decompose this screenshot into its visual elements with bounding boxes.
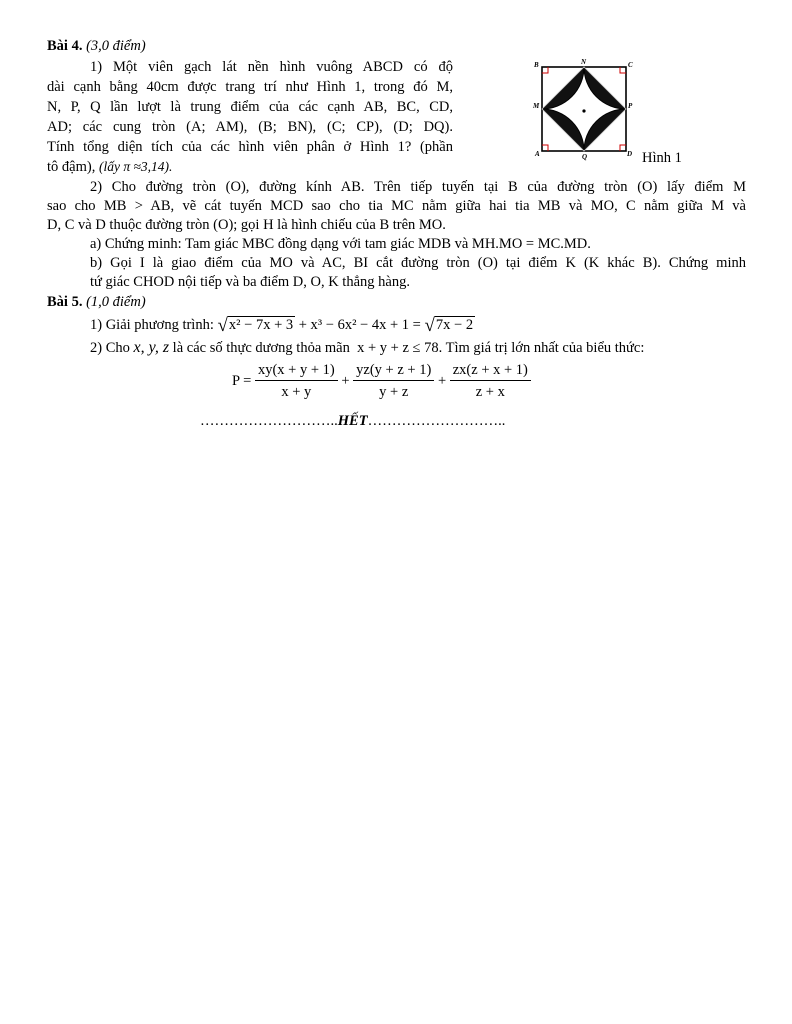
bai5-q2-end: . Tìm giá trị lớn nhất của biểu thức: xyxy=(438,340,645,356)
bai4-p1-line2: dài cạnh bằng 40cm được trang trí như Hình 1, trong đó M, xyxy=(47,79,453,95)
label-d: D xyxy=(627,150,633,158)
bai4-p1-line3: N, P, Q lần lượt là trung điểm của các cạnh AB, BC, CD, xyxy=(47,99,453,115)
bai4-p2-line2: sao cho MB > AB, vẽ cát tuyến MCD sao cho tia MC nằm giữa hai tia MB và MO, C nằm giữa M và xyxy=(47,198,746,214)
formula-lhs: P = xyxy=(232,373,252,389)
term2-denominator: y + z xyxy=(379,384,409,400)
bai4-p1-line1: 1) Một viên gạch lát nền hình vuông ABCD có độ xyxy=(90,59,453,75)
center-dot xyxy=(582,109,585,112)
bai5-q1 xyxy=(90,316,475,335)
bai5-formula xyxy=(232,361,531,401)
bai5-q2-intro: 2) Cho xyxy=(90,340,130,356)
footer-dots-left: ……………………….. xyxy=(200,413,338,429)
bai5-q2-mid: là các số thực dương thỏa mãn xyxy=(172,340,350,356)
bai5-points: (1,0 điểm) xyxy=(86,294,146,310)
footer-end-text: HẾT xyxy=(337,413,368,429)
footer-end xyxy=(200,412,505,430)
bai4-p2b-line1: b) Gọi I là giao điểm của MO và AC, BI cắt đường tròn (O) tại điểm K (K khác B). Chứng minh xyxy=(90,255,746,271)
bai4-p2-line3: D, C và D thuộc đường tròn (O); gọi H là hình chiếu của B trên MO. xyxy=(47,217,446,233)
bai4-heading xyxy=(47,37,146,55)
term2-numerator: yz(y + z + 1) xyxy=(353,361,434,381)
bai5-q1-label: 1) Giải phương trình: xyxy=(90,317,214,333)
bai4-p2b-line2: tứ giác CHOD nội tiếp và ba điểm D, O, K thẳng hàng. xyxy=(90,274,410,290)
bai4-p1-last: tô đậm), xyxy=(47,159,96,175)
term1-denominator: x + y xyxy=(281,384,312,400)
formula-plus: + xyxy=(341,373,350,389)
sqrt-sign: √ xyxy=(217,315,228,336)
label-q: Q xyxy=(582,153,588,161)
bai5-q2 xyxy=(90,339,644,357)
bai4-p1-note: (lấy π ≈3,14). xyxy=(98,159,173,174)
bai5-heading xyxy=(47,293,146,311)
bai5-title: Bài 5. xyxy=(47,294,83,310)
sqrt-sign: √ xyxy=(424,315,435,336)
bai4-p2-line1: 2) Cho đường tròn (O), đường kính AB. Trên tiếp tuyến tại B của đường tròn (O) lấy điểm M xyxy=(90,179,746,195)
bai4-p2a: a) Chứng minh: Tam giác MBC đồng dạng với tam giác MDB và MH.MO = MC.MD. xyxy=(90,236,591,252)
bai5-q1-mid: + x³ − 6x² − 4x + 1 = xyxy=(298,317,421,333)
bai5-q1-rad1: x² − 7x + 3 xyxy=(228,317,294,333)
figure-caption: Hình 1 xyxy=(642,150,682,166)
bai4-p1-line5: Tính tổng diện tích của các hình viên phân ở Hình 1? (phần xyxy=(47,139,453,155)
label-m: M xyxy=(533,102,540,110)
bai4-p1-line4: AD; các cung tròn (A; AM), (B; BN), (C; CP), (D; DQ). xyxy=(47,119,453,135)
formula-term3 xyxy=(450,361,531,401)
bai5-q2-vars: x, y, z xyxy=(133,339,170,356)
label-c: C xyxy=(628,61,633,69)
term3-denominator: z + x xyxy=(475,384,505,400)
formula-term2 xyxy=(353,361,434,401)
bai4-points: (3,0 điểm) xyxy=(86,38,146,54)
term3-numerator: zx(z + x + 1) xyxy=(450,361,531,381)
term1-numerator: xy(x + y + 1) xyxy=(255,361,338,381)
label-n: N xyxy=(581,58,587,66)
formula-plus: + xyxy=(437,373,447,389)
label-p: P xyxy=(628,102,633,110)
formula-term1 xyxy=(255,361,338,401)
bai4-p1-line6 xyxy=(47,158,172,176)
label-b: B xyxy=(534,61,539,69)
footer-dots-right: ……………………….. xyxy=(367,413,506,429)
bai4-title: Bài 4. xyxy=(47,38,83,54)
figure-1 xyxy=(528,56,638,166)
label-a: A xyxy=(535,150,540,158)
bai5-q1-rad2: 7x − 2 xyxy=(435,317,474,333)
bai5-q2-cond: x + y + z ≤ 78 xyxy=(357,340,439,356)
